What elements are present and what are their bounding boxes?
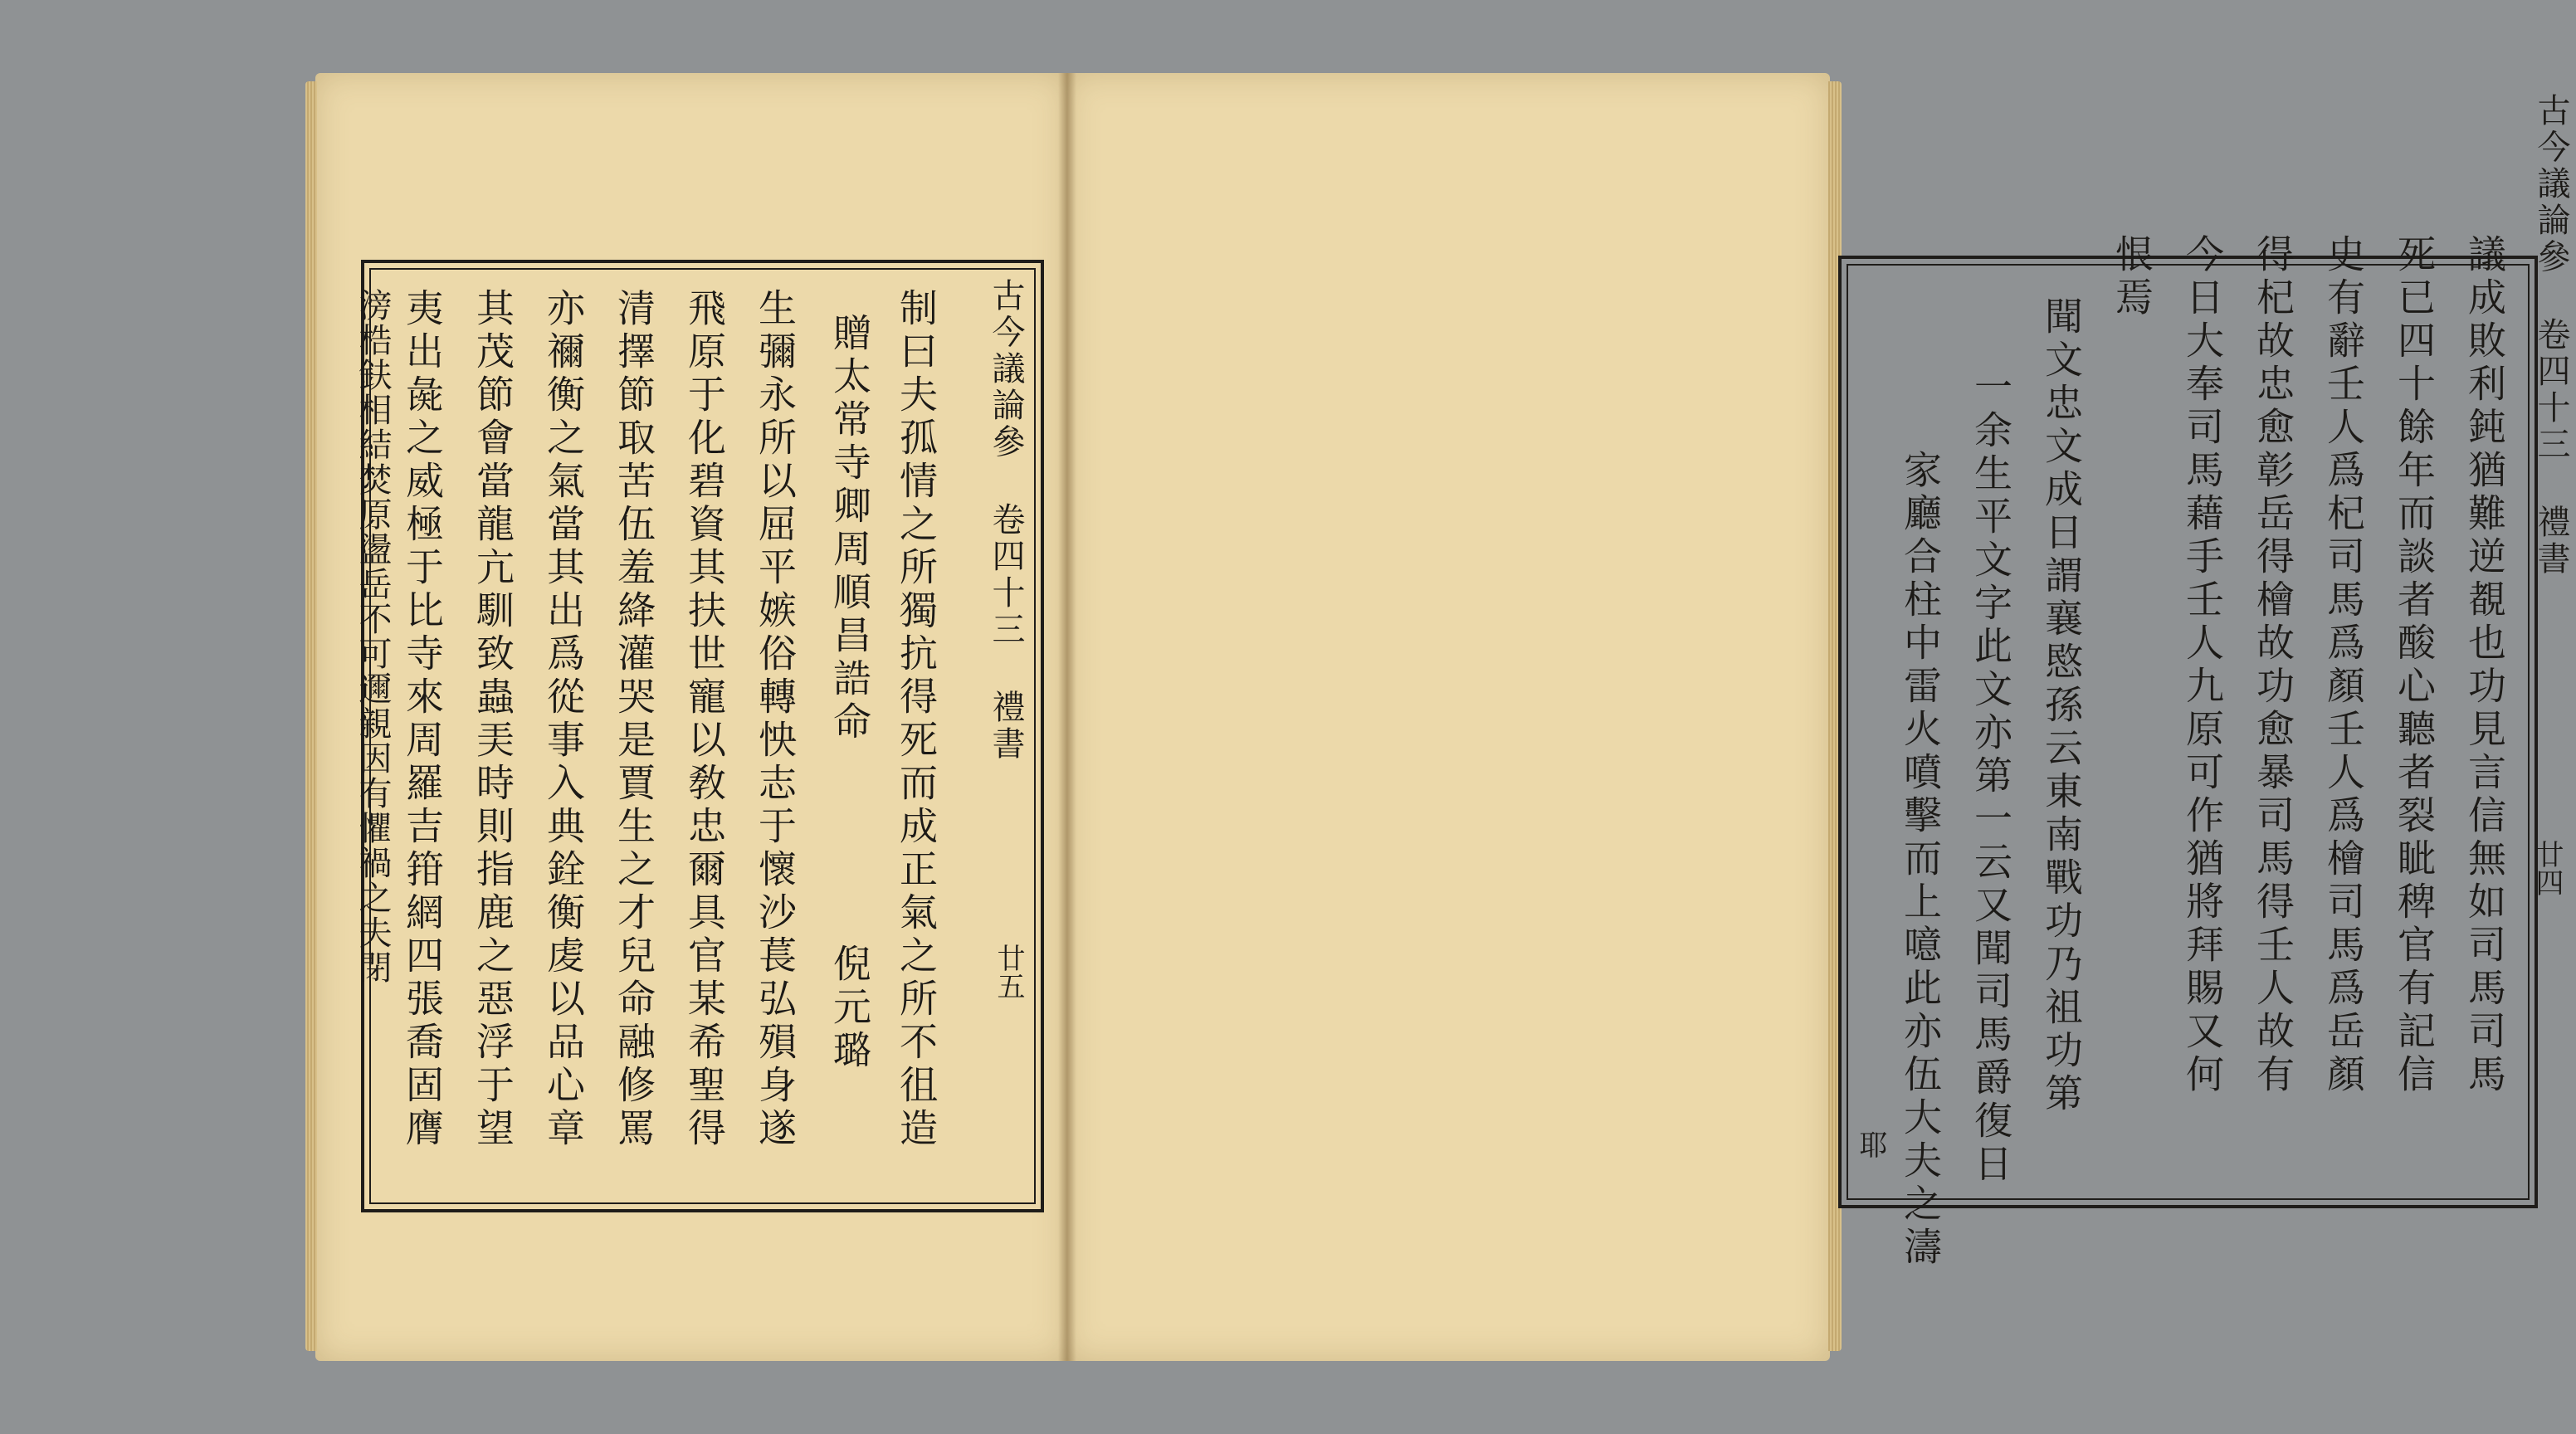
text-column: 亦禰衡之氣當其出爲從事入典銓衡䖍以品心章 (541, 288, 586, 1151)
text-column: 飛原于化碧資其扶世寵以敎忠爾具官某希聖得 (682, 288, 727, 1151)
right-text-frame (1838, 93, 2570, 1270)
text-column: 得杞故忠愈彰岳得檜故功愈暴司馬得壬人故有 (2251, 234, 2295, 1097)
text-column: 夷出彘之威極于比寺來周羅吉箝網四張喬固膺 (400, 288, 445, 1151)
left-page-folio: 廿五 (992, 944, 1025, 1000)
right-page-header: 古今議論參 卷四十三 禮書 (2532, 93, 2570, 578)
text-column: 耶 (1854, 1130, 1887, 1163)
right-page-folio: 廿四 (2530, 840, 2564, 896)
text-column: 議成敗利鈍猶難逆覩也功見言信無如司馬司馬 (2462, 234, 2507, 1097)
text-column: 贈太常寺卿周順昌誥命 (827, 313, 872, 744)
right-page (1066, 73, 2570, 1361)
text-column: 死已四十餘年而談者酸心聽者裂眦稗官有記信 (2392, 234, 2437, 1097)
text-column: 史有辭壬人爲杞司馬爲顏壬人爲檜司馬爲岳顏 (2321, 234, 2366, 1097)
text-column: 恨焉 (2110, 234, 2154, 320)
left-text-frame (354, 260, 1044, 1212)
text-column: 制曰夫孤情之所獨抗得死而成正氣之所不徂造 (894, 288, 939, 1151)
page-edge-left (305, 81, 317, 1351)
text-column: 滂梏鈇相結焚原盪岳不可邇親因有懼禍之夫閉 (354, 288, 392, 985)
text-column: 倪元璐 (827, 944, 872, 1073)
open-book (315, 73, 2570, 1361)
text-column: 家廳合柱中雷火噴擊而上噫此亦伍大夫之濤 (1898, 450, 1943, 1270)
book-gutter (1058, 73, 1076, 1361)
text-column: 一余生平文字此文亦第一云又聞司馬爵復日 (1969, 367, 2013, 1187)
text-column: 其茂節會當龍亢馴致蟲㺯時則指鹿之惡浮于望 (471, 288, 515, 1151)
left-page (315, 73, 1066, 1361)
text-column: 生彌永所以屈平嫉俗轉怏志于懷沙萇弘殞身遂 (753, 288, 798, 1151)
text-column: 今日大奉司馬藉手壬人九原可作猶將拜賜又何 (2180, 234, 2225, 1097)
left-page-header: 古今議論參 卷四十三 禮書 (987, 278, 1025, 763)
text-column: 聞文忠文成日謂襄愍孫云東南戰功乃祖功第 (2039, 296, 2084, 1116)
text-column: 清擇節取苦伍羞絳灌哭是賈生之才兒命融修罵 (612, 288, 656, 1151)
